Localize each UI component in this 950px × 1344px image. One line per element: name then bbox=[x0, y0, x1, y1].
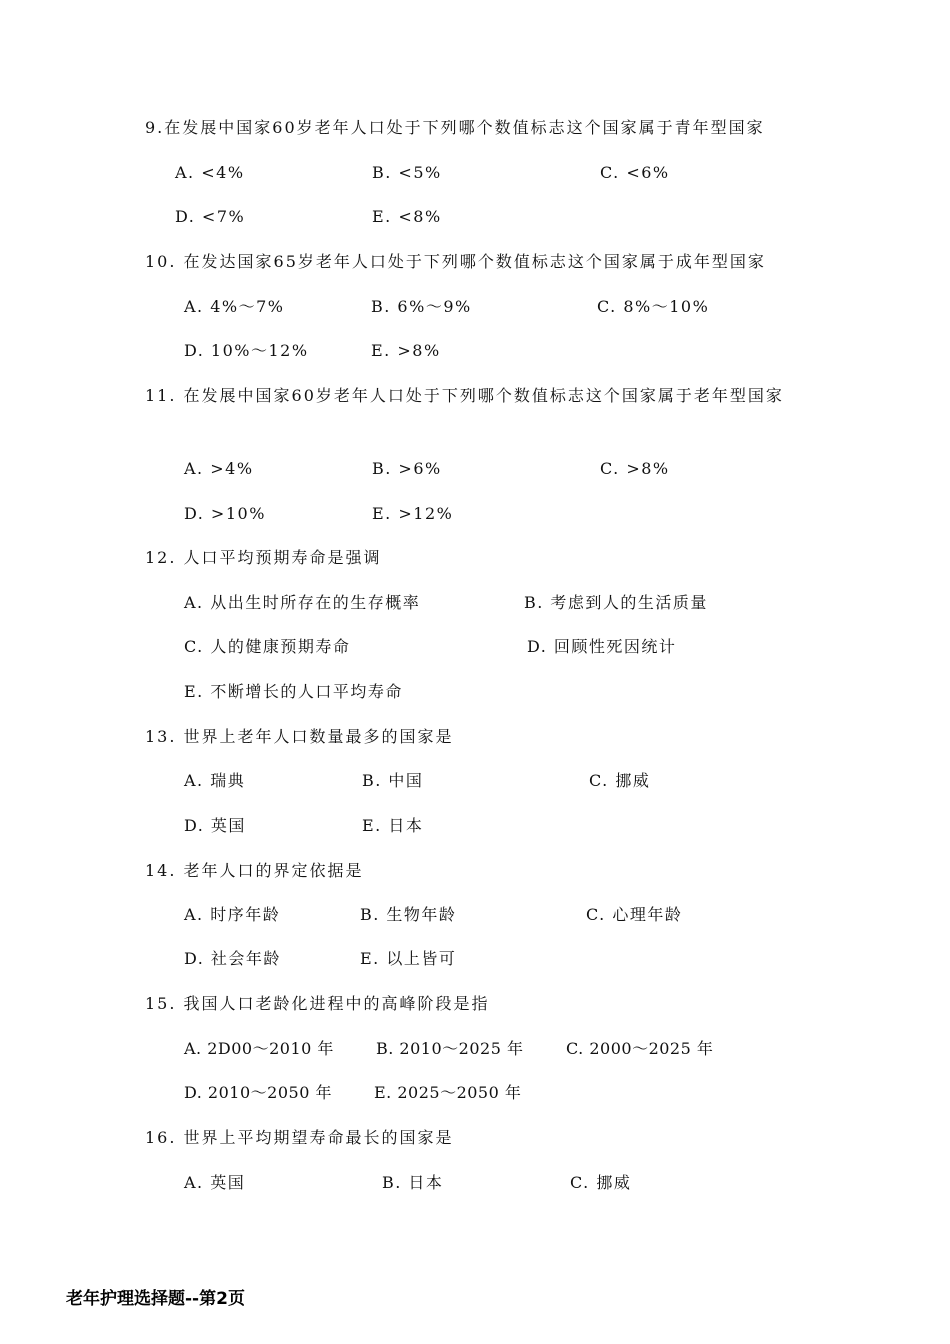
q16-option-a: A. 英国 bbox=[184, 1173, 246, 1192]
q10-option-d: D. 10%～12% bbox=[184, 341, 309, 360]
q13-option-a: A. 瑞典 bbox=[184, 771, 246, 790]
q10-option-e: E. >8% bbox=[371, 341, 441, 360]
q14-option-a: A. 时序年龄 bbox=[184, 905, 281, 924]
q14-option-e: E. 以上皆可 bbox=[360, 949, 457, 968]
q11-option-b: B. >6% bbox=[372, 459, 442, 478]
q14-option-b: B. 生物年龄 bbox=[360, 905, 457, 924]
q15-option-d: D. 2010～2050 年 bbox=[184, 1083, 332, 1102]
page-footer: 老年护理选择题--第2页 bbox=[66, 1289, 245, 1309]
q9-option-d: D. <7% bbox=[175, 207, 246, 226]
q16-option-b: B. 日本 bbox=[382, 1173, 444, 1192]
q12-option-c: C. 人的健康预期寿命 bbox=[184, 637, 351, 656]
q12-option-b: B. 考虑到人的生活质量 bbox=[524, 593, 708, 612]
q9-option-b: B. <5% bbox=[372, 163, 442, 182]
q15-option-b: B. 2010～2025 年 bbox=[376, 1039, 524, 1058]
q12-option-e: E. 不断增长的人口平均寿命 bbox=[184, 682, 403, 701]
question-15: 15. 我国人口老龄化进程中的高峰阶段是指 bbox=[145, 994, 490, 1013]
q9-option-c: C. <6% bbox=[600, 163, 670, 182]
q9-option-e: E. <8% bbox=[372, 207, 442, 226]
question-12: 12. 人口平均预期寿命是强调 bbox=[145, 548, 382, 567]
q12-option-d: D. 回顾性死因统计 bbox=[527, 637, 677, 656]
q11-option-a: A. >4% bbox=[184, 459, 254, 478]
q10-option-c: C. 8%～10% bbox=[597, 297, 710, 316]
question-9: 9.在发展中国家60岁老年人口处于下列哪个数值标志这个国家属于青年型国家 bbox=[145, 118, 765, 137]
question-10: 10. 在发达国家65岁老年人口处于下列哪个数值标志这个国家属于成年型国家 bbox=[145, 252, 766, 271]
q15-option-a: A. 2D00～2010 年 bbox=[184, 1039, 334, 1058]
q10-option-a: A. 4%～7% bbox=[184, 297, 285, 316]
question-13: 13. 世界上老年人口数量最多的国家是 bbox=[145, 727, 454, 746]
q10-option-b: B. 6%～9% bbox=[371, 297, 472, 316]
q12-option-a: A. 从出生时所存在的生存概率 bbox=[184, 593, 421, 612]
q13-option-b: B. 中国 bbox=[362, 771, 424, 790]
q15-option-c: C. 2000～2025 年 bbox=[566, 1039, 714, 1058]
q13-option-e: E. 日本 bbox=[362, 816, 424, 835]
q16-option-c: C. 挪威 bbox=[570, 1173, 632, 1192]
q11-option-c: C. >8% bbox=[600, 459, 670, 478]
q11-option-d: D. >10% bbox=[184, 504, 266, 523]
question-16: 16. 世界上平均期望寿命最长的国家是 bbox=[145, 1128, 454, 1147]
q11-option-e: E. >12% bbox=[372, 504, 454, 523]
question-14: 14. 老年人口的界定依据是 bbox=[145, 861, 364, 880]
q15-option-e: E. 2025～2050 年 bbox=[374, 1083, 522, 1102]
question-11: 11. 在发展中国家60岁老年人口处于下列哪个数值标志这个国家属于老年型国家 bbox=[145, 386, 784, 405]
q14-option-c: C. 心理年龄 bbox=[586, 905, 683, 924]
q13-option-c: C. 挪威 bbox=[589, 771, 651, 790]
q13-option-d: D. 英国 bbox=[184, 816, 246, 835]
q14-option-d: D. 社会年龄 bbox=[184, 949, 281, 968]
q9-option-a: A. <4% bbox=[175, 163, 245, 182]
